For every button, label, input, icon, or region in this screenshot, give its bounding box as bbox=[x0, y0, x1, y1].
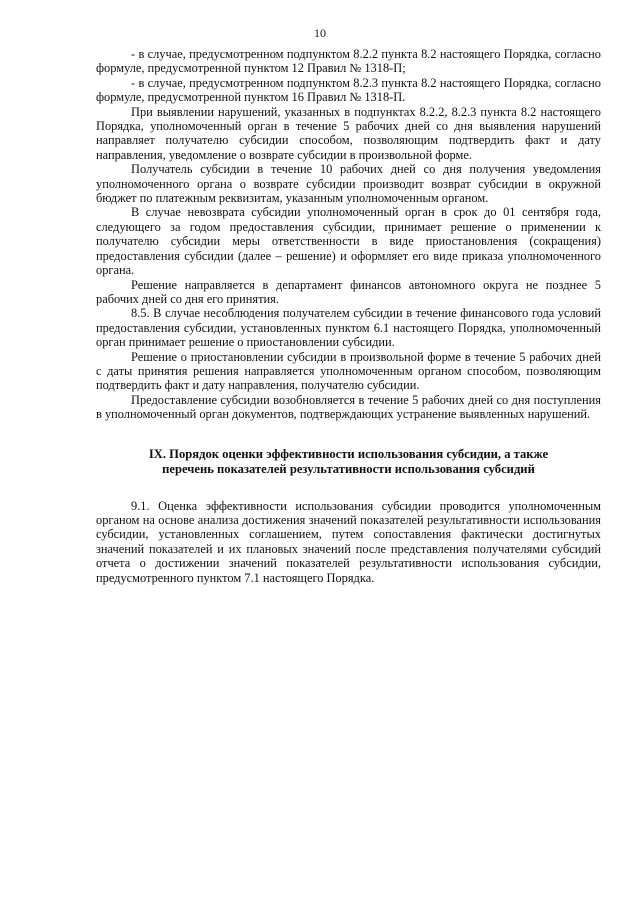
paragraph-2: - в случае, предусмотренном подпунктом 8.2.3 пункта 8.2 настоящего Порядка, согласно формуле, предусмотренной пунктом 16 Правил № 1318-П. bbox=[96, 75, 601, 105]
paragraph-7: 8.5. В случае несоблюдения получателем субсидии в течение финансового года условий предоставления субсидии, установленных пунктом 6.1 настоящего Порядка, уполномоченный орган принимает решение о приостановлении субсидии. bbox=[96, 306, 601, 350]
paragraph-10: 9.1. Оценка эффективности использования субсидии проводится уполномоченным органом на основе анализа достижения значений показателей результативности использования субсидии, установленных соглашением, путем сопоставления фактически достигнутых значений показателей и их плановых значений после представления получателями субсидий отчета о достижении значений показателей результативности использования субсидии, предусмотренного пунктом 7.1 настоящего Порядка. bbox=[96, 498, 601, 585]
section-heading-line-1: IX. Порядок оценки эффективности использования субсидии, а также bbox=[148, 446, 549, 461]
paragraph-9: Предоставление субсидии возобновляется в течение 5 рабочих дней со дня поступления в уполномоченный орган документов, подтверждающих устранение выявленных нарушений. bbox=[96, 392, 601, 422]
paragraph-6: Решение направляется в департамент финансов автономного округа не позднее 5 рабочих дней со дня его принятия. bbox=[96, 277, 601, 306]
section-heading bbox=[96, 447, 601, 477]
paragraph-5: В случае невозврата субсидии уполномоченный орган в срок до 01 сентября года, следующего за годом предоставления субсидии, принимает решение о применении к получателю субсидии меры ответственности в виде приостановления (сокращения) предоставления субсидии (далее – решение) и оформляет его виде приказа уполномоченного органа. bbox=[96, 205, 601, 278]
document-body bbox=[96, 47, 601, 585]
paragraph-8: Решение о приостановлении субсидии в произвольной форме в течение 5 рабочих дней с даты принятия решения направляется уполномоченным органом способом, позволяющим подтвердить факт и дату направления, получателю субсидии. bbox=[96, 349, 601, 393]
paragraph-4: Получатель субсидии в течение 10 рабочих дней со дня получения уведомления уполномоченного органа о возврате субсидии производит возврат субсидии в окружной бюджет по платежным реквизитам, указанным уполномоченным органом. bbox=[96, 162, 601, 206]
section-heading-line-2: перечень показателей результативности использования субсидий bbox=[162, 461, 535, 476]
paragraph-3: При выявлении нарушений, указанных в подпунктах 8.2.2, 8.2.3 пункта 8.2 настоящего Порядка, уполномоченный орган в течение 5 рабочих дней со дня выявления нарушений направляет получателю субсидии способом, позволяющим подтвердить факт и дату направления, уведомление о возврате субсидии в произвольной форме. bbox=[96, 104, 601, 162]
paragraph-1: - в случае, предусмотренном подпунктом 8.2.2 пункта 8.2 настоящего Порядка, согласно формуле, предусмотренной пунктом 12 Правил № 1318-П; bbox=[96, 47, 601, 76]
page-number: 10 bbox=[314, 26, 326, 40]
